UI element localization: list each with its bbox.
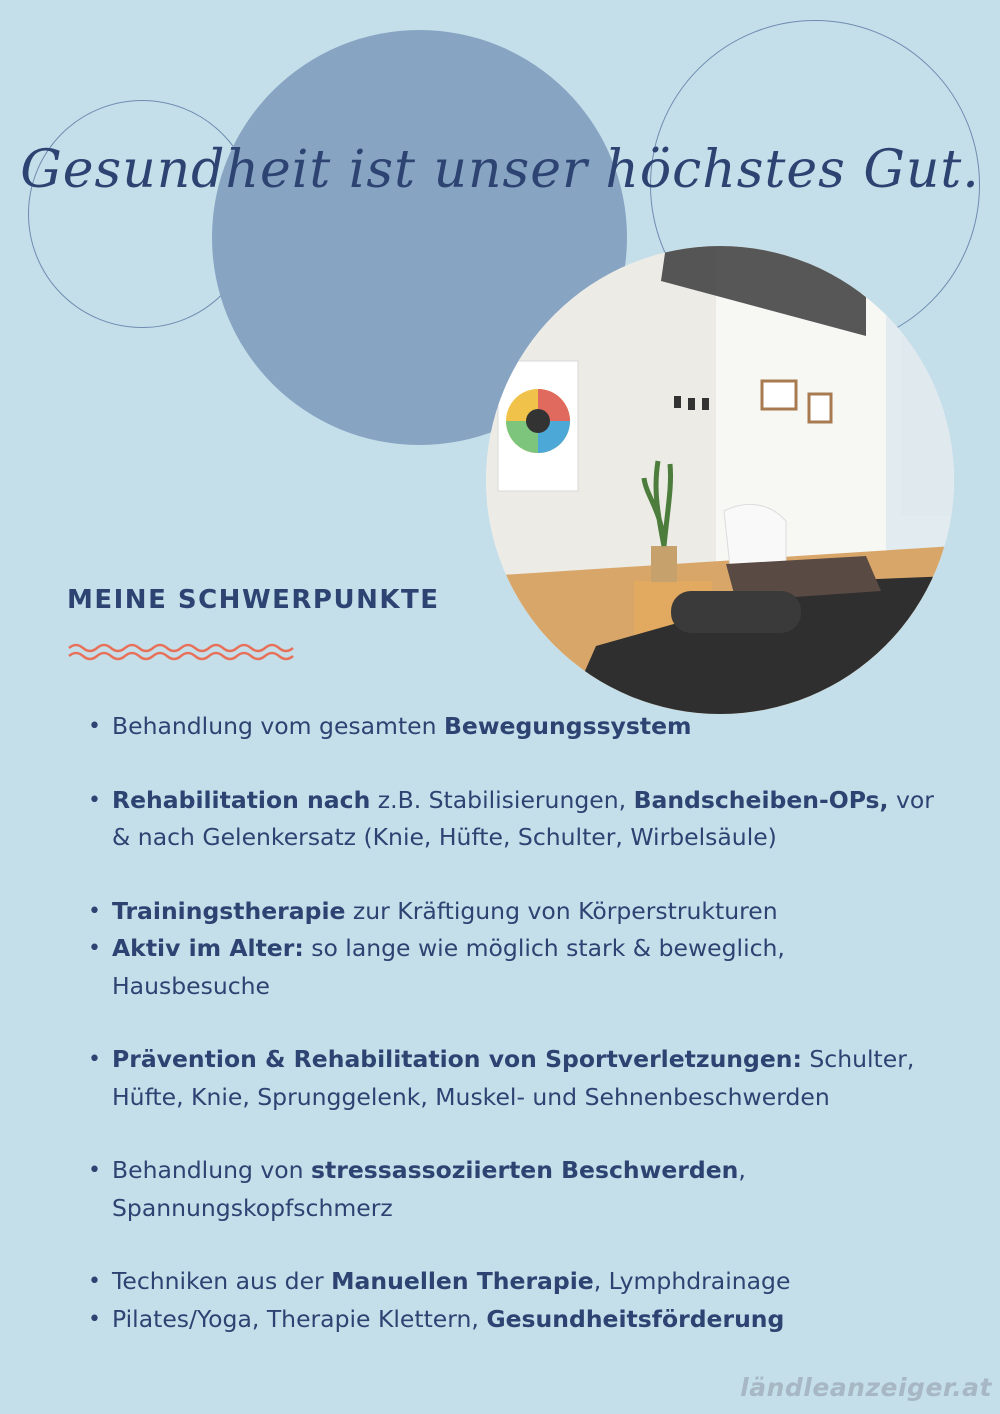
- list-item: • Prävention & Rehabilitation von Sportverletzungen: Schulter, Hüfte, Knie, Sprunggelenk, Muskel- und Sehnenbeschwerden: [88, 1041, 948, 1116]
- list-item: • Rehabilitation nach z.B. Stabilisierungen, Bandscheiben-OPs, vor & nach Gelenkersatz (Knie, Hüfte, Schulter, Wirbelsäule): [88, 782, 948, 857]
- focus-list: [88, 708, 948, 1338]
- list-item: • Behandlung vom gesamten Bewegungssystem: [88, 708, 948, 746]
- list-item: • Pilates/Yoga, Therapie Klettern, Gesundheitsförderung: [88, 1301, 948, 1339]
- list-item: • Techniken aus der Manuellen Therapie, Lymphdrainage: [88, 1263, 948, 1301]
- headline: Gesundheit ist unser höchstes Gut.: [20, 140, 980, 200]
- list-item: • Aktiv im Alter: so lange wie möglich stark & beweglich, Hausbesuche: [88, 930, 948, 1005]
- list-item: • Behandlung von stressassoziierten Beschwerden, Spannungskopfschmerz: [88, 1152, 948, 1227]
- section-title: MEINE SCHWERPUNKTE: [67, 585, 440, 615]
- treatment-room-photo: [486, 246, 954, 714]
- list-item: • Trainingstherapie zur Kräftigung von Körperstrukturen: [88, 893, 948, 931]
- watermark: ländleanzeiger.at: [740, 1373, 992, 1402]
- wave-divider: [67, 642, 299, 664]
